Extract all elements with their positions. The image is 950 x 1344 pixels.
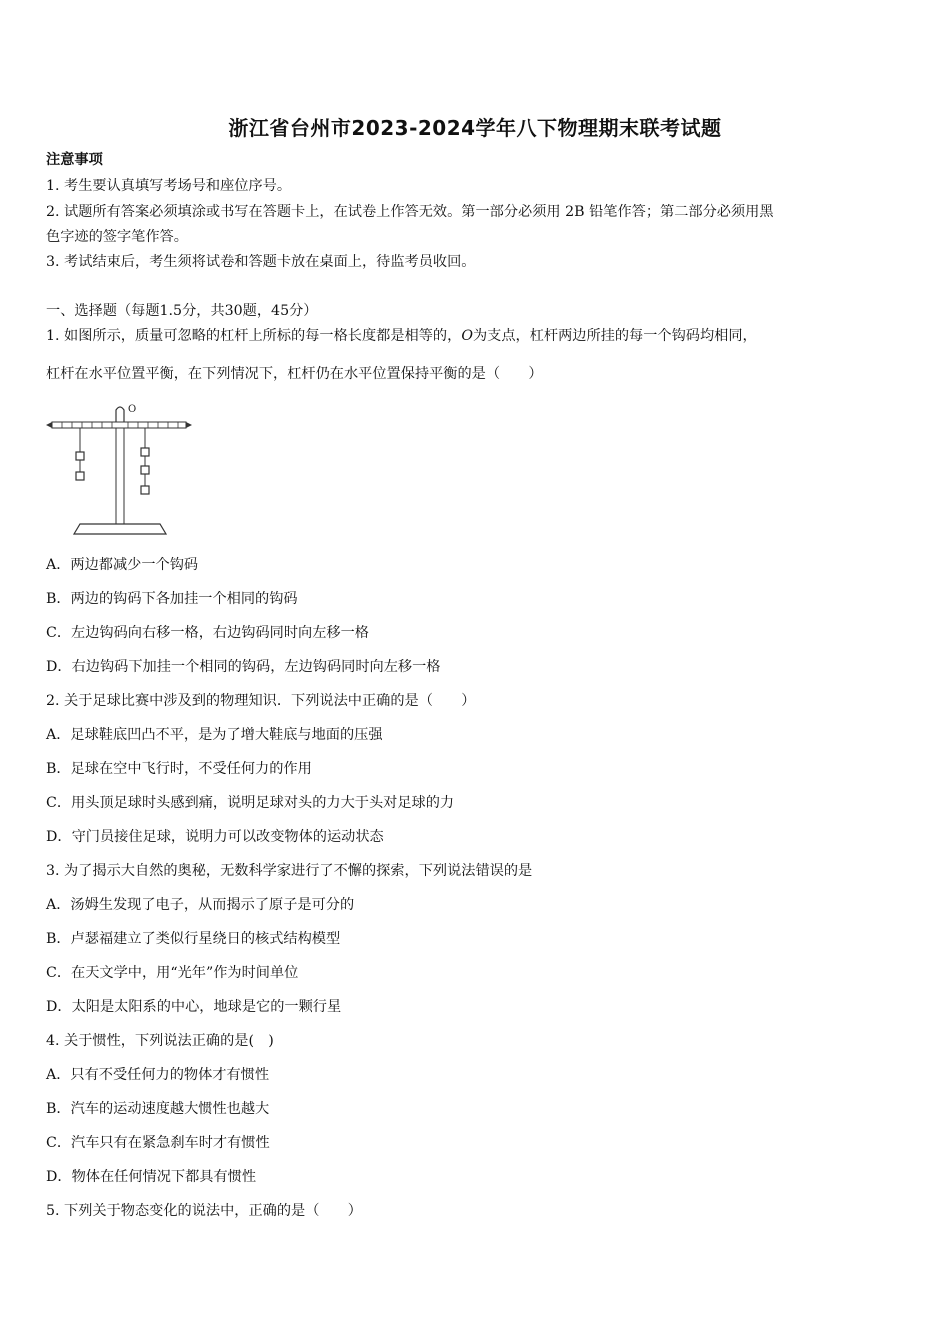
q4-option-d: D．物体在任何情况下都具有惯性 [46, 1169, 257, 1185]
q1-option-a: A．两边都减少一个钩码 [46, 557, 199, 573]
q3-option-a: A．汤姆生发现了电子，从而揭示了原子是可分的 [46, 897, 355, 913]
lever-figure [44, 400, 194, 540]
q2-option-d: D．守门员接住足球，说明力可以改变物体的运动状态 [46, 829, 384, 845]
q1-option-c: C．左边钩码向右移一格，右边钩码同时向左移一格 [46, 625, 369, 641]
left-weight [76, 472, 84, 480]
q4-option-a: A．只有不受任何力的物体才有惯性 [46, 1067, 270, 1083]
q3-stem: 3. 为了揭示大自然的奥秘，无数科学家进行了不懈的探索，下列说法错误的是 [46, 863, 533, 879]
right-weight [141, 448, 149, 456]
pivot-hook [116, 407, 124, 422]
q3-option-d: D．太阳是太阳系的中心，地球是它的一颗行星 [46, 999, 342, 1015]
pivot-label: O [128, 404, 137, 415]
stand-base [74, 524, 166, 534]
right-arrow-icon [186, 422, 192, 428]
page-title: 浙江省台州市2023-2024学年八下物理期末联考试题 [228, 116, 722, 140]
q2-option-a: A．足球鞋底凹凸不平，是为了增大鞋底与地面的压强 [46, 727, 383, 743]
notice-item: 2. 试题所有答案必须填涂或书写在答题卡上，在试卷上作答无效。第一部分必须用 2B 铅笔作答；第二部分必须用黑 [46, 204, 774, 220]
q3-option-c: C．在天文学中，用“光年”作为时间单位 [46, 965, 299, 981]
q1-stem-line2: 杠杆在水平位置平衡，在下列情况下，杠杆仍在水平位置保持平衡的是（ ） [46, 366, 543, 382]
q1-stem-part-b: 为支点，杠杆两边所挂的每一个钩码均相同， [472, 328, 757, 344]
q4-option-b: B．汽车的运动速度越大惯性也越大 [46, 1101, 270, 1117]
q4-stem: 4. 关于惯性，下列说法正确的是( ) [46, 1033, 274, 1049]
left-weight [76, 452, 84, 460]
right-weight [141, 466, 149, 474]
q1-option-d: D．右边钩码下加挂一个相同的钩码，左边钩码同时向左移一格 [46, 659, 441, 675]
q1-fulcrum-symbol: O [461, 328, 473, 344]
q4-option-c: C．汽车只有在紧急刹车时才有惯性 [46, 1135, 270, 1151]
q2-option-b: B．足球在空中飞行时，不受任何力的作用 [46, 761, 312, 777]
section-heading: 一、选择题（每题1.5分，共30题，45分） [46, 303, 318, 319]
q2-stem: 2. 关于足球比赛中涉及到的物理知识．下列说法中正确的是（ ） [46, 693, 476, 709]
left-arrow-icon [46, 422, 52, 428]
q1-option-b: B．两边的钩码下各加挂一个相同的钩码 [46, 591, 298, 607]
q1-stem-line1 [46, 326, 757, 346]
stand-pole [116, 428, 124, 524]
right-weight [141, 486, 149, 494]
notice-item: 1. 考生要认真填写考场号和座位序号。 [46, 178, 292, 194]
notice-item: 色字迹的签字笔作答。 [46, 229, 188, 245]
q2-option-c: C．用头顶足球时头感到痛，说明足球对头的力大于头对足球的力 [46, 795, 455, 811]
notice-heading: 注意事项 [46, 152, 103, 168]
notice-item: 3. 考试结束后，考生须将试卷和答题卡放在桌面上，待监考员收回。 [46, 254, 476, 270]
q3-option-b: B．卢瑟福建立了类似行星绕日的核式结构模型 [46, 931, 341, 947]
q1-stem-part-a: 1. 如图所示，质量可忽略的杠杆上所标的每一格长度都是相等的， [46, 328, 462, 344]
q5-stem: 5. 下列关于物态变化的说法中，正确的是（ ） [46, 1203, 362, 1219]
